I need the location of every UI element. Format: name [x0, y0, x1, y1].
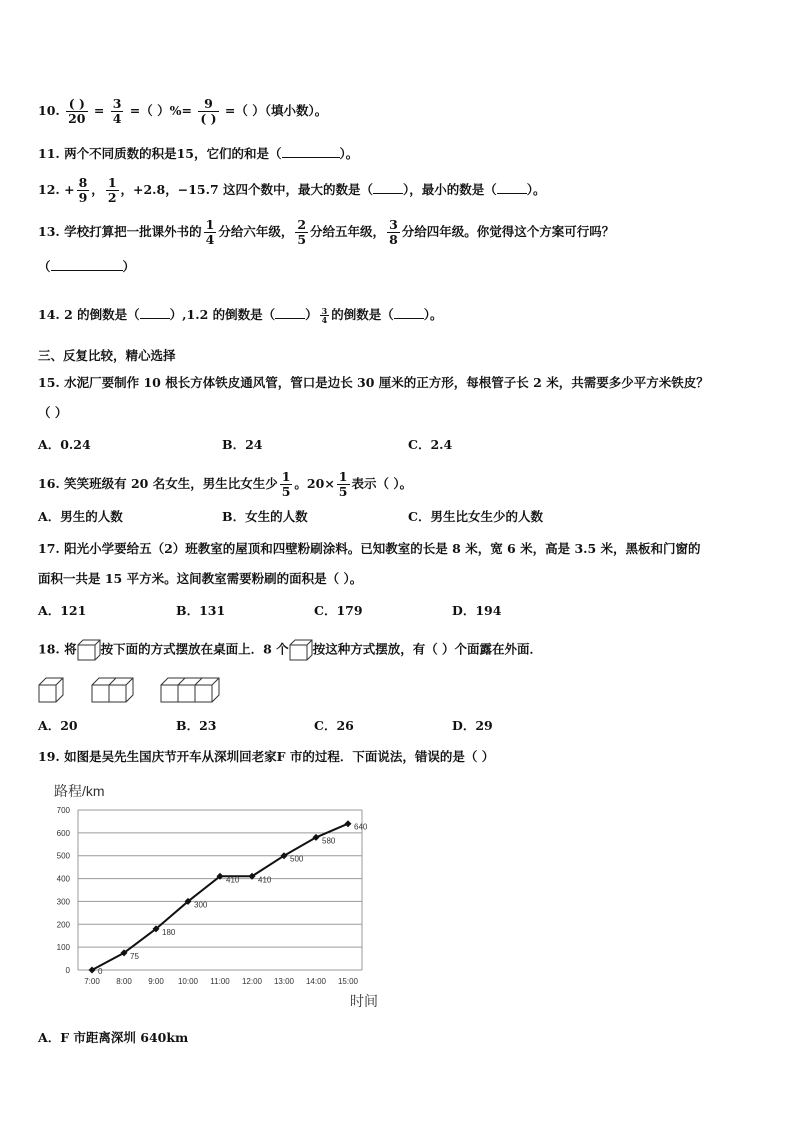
option-c[interactable]: C．179	[314, 603, 363, 618]
x-axis-label: 时间	[350, 993, 378, 1009]
chart-svg	[50, 780, 400, 1015]
option-b[interactable]: B．女生的人数	[222, 509, 308, 524]
fraction-numerator: 8	[78, 175, 88, 190]
question-text-end: ）。	[339, 146, 359, 161]
question-text: 笑笑班级有 20 名女生，男生比女生少	[64, 476, 278, 491]
question-number: 18.	[38, 641, 60, 657]
fraction-denominator: 4	[321, 315, 328, 325]
option-c[interactable]: C．男生比女生少的人数	[408, 509, 543, 524]
question-text: 2 的倒数是（	[64, 307, 140, 322]
data-label: 410	[258, 875, 272, 885]
fraction-numerator: 1	[205, 217, 215, 232]
question-number: 12.	[38, 182, 60, 197]
cube-icon	[289, 639, 313, 661]
distance-time-chart	[50, 780, 400, 1015]
question-text: 如图是吴先生国庆节开车从深圳回老家F 市的过程．下面说法，错误的是（ ）	[64, 749, 495, 764]
answer-blank[interactable]	[282, 157, 340, 158]
question-text: ）	[305, 307, 318, 322]
answer-blank-2[interactable]	[275, 318, 305, 319]
x-tick-label: 9:00	[148, 977, 164, 986]
question-number: 10.	[38, 103, 60, 118]
fraction-1-5-b	[337, 470, 350, 499]
data-label: 0	[98, 967, 103, 976]
question-number: 19.	[38, 749, 60, 764]
option-b[interactable]: B．24	[222, 437, 263, 452]
question-15-paren: （ ）	[38, 405, 68, 420]
fraction-2	[111, 97, 124, 126]
fraction-1-5	[280, 470, 293, 499]
fraction-denominator: 2	[107, 190, 117, 205]
question-number: 16.	[38, 476, 60, 491]
y-axis-label: 路程/km	[54, 783, 105, 799]
data-label: 180	[162, 927, 176, 937]
question-12	[38, 176, 546, 205]
option-a[interactable]: A．0.24	[38, 437, 91, 452]
fraction-1	[66, 97, 87, 126]
answer-blank-min[interactable]	[497, 193, 527, 194]
question-number: 14.	[38, 307, 60, 322]
fraction-denominator: 4	[112, 111, 122, 126]
y-tick-label: 200	[56, 920, 70, 930]
option-a[interactable]: A．20	[38, 718, 78, 733]
option-d[interactable]: D．29	[452, 718, 493, 733]
question-text: ，+2.8，−15.7 这四个数中，最大的数是（	[120, 182, 374, 197]
x-tick-label: 8:00	[116, 977, 132, 986]
question-text: 。20×	[294, 476, 335, 491]
y-tick-label: 600	[56, 828, 70, 838]
fraction-denominator: 5	[281, 484, 291, 499]
question-text: 学校打算把一批课外书的	[64, 224, 202, 239]
question-text: 的倒数是（	[331, 307, 394, 322]
question-19	[38, 748, 494, 766]
question-number: 17.	[38, 541, 60, 556]
question-text: 按下面的方式摆放在桌面上．8 个	[100, 641, 289, 657]
question-number: 11.	[38, 146, 60, 161]
question-11	[38, 145, 358, 163]
question-13	[38, 218, 614, 247]
question-number: 13.	[38, 224, 60, 239]
paren-close: ）	[122, 259, 136, 274]
question-text: 表示（ ）。	[351, 476, 413, 491]
option-c[interactable]: C．2.4	[408, 437, 453, 452]
x-tick-label: 7:00	[84, 977, 100, 986]
cube-icon	[77, 639, 101, 661]
equals-sign: =	[93, 103, 105, 118]
x-tick-label: 11:00	[210, 977, 230, 986]
option-a[interactable]: A．F 市距离深圳 640km	[38, 1030, 189, 1045]
fraction-denominator: 20	[68, 111, 86, 126]
fraction-denominator: ( )	[200, 111, 217, 126]
question-10	[38, 97, 327, 126]
fraction-denominator: 5	[338, 484, 348, 499]
plus-sign: +	[64, 182, 75, 197]
fraction-numerator: 9	[198, 97, 218, 112]
question-text: ）,1.2 的倒数是（	[169, 307, 276, 322]
answer-blank-1[interactable]	[140, 318, 170, 319]
cube-arrangements	[38, 676, 228, 704]
answer-blank-max[interactable]	[373, 193, 403, 194]
fraction-2-5	[295, 218, 308, 247]
fraction-1-2	[106, 176, 119, 205]
x-tick-label: 14:00	[305, 977, 327, 986]
data-point	[345, 820, 352, 827]
fraction-denominator: 4	[205, 232, 215, 247]
question-text: ），最小的数是（	[403, 182, 497, 197]
question-text-end: ）。	[526, 182, 546, 197]
fraction-3-4	[320, 307, 330, 324]
data-label: 410	[226, 875, 240, 885]
x-tick-label: 15:00	[337, 977, 359, 986]
data-label: 300	[194, 900, 208, 910]
fraction-numerator: 3	[389, 217, 398, 232]
option-c[interactable]: C．26	[314, 718, 354, 733]
question-text: 阳光小学要给五（2）班教室的屋顶和四壁粉刷涂料。已知教室的长是 8 米，宽 6 米，高是 3.5 米，黑板和门窗的	[64, 541, 701, 556]
option-a[interactable]: A．男生的人数	[38, 509, 123, 524]
y-tick-label: 100	[56, 943, 70, 953]
data-label: 640	[354, 822, 368, 832]
y-tick-label: 300	[56, 897, 70, 907]
fraction-numerator: 1	[281, 469, 291, 484]
question-16	[38, 470, 412, 499]
question-17-line2: 面积一共是 15 平方米。这间教室需要粉刷的面积是（ ）。	[38, 571, 363, 586]
data-label: 580	[322, 836, 336, 846]
y-tick-label: 400	[56, 874, 70, 884]
data-label: 75	[130, 951, 139, 961]
question-13-answer	[38, 258, 135, 276]
option-d[interactable]: D．194	[452, 603, 502, 618]
fraction-numerator: 3	[112, 96, 122, 111]
fraction-numerator: 1	[338, 469, 348, 484]
question-18	[38, 639, 542, 661]
fraction-numerator: ( )	[66, 97, 87, 112]
section-title: 三、反复比较，精心选择	[38, 348, 176, 363]
x-tick-label: 13:00	[273, 977, 295, 986]
question-text: 分给五年级，	[310, 224, 386, 239]
decimal-blank: =（ ）（填小数）。	[224, 103, 328, 118]
question-text-end: ）。	[423, 307, 443, 322]
comma: ，	[91, 182, 104, 197]
data-label: 500	[290, 854, 304, 864]
question-number: 15.	[38, 375, 60, 390]
answer-blank[interactable]	[51, 270, 123, 271]
fraction-numerator: 1	[107, 175, 117, 190]
question-text: 两个不同质数的积是15，它们的和是（	[64, 146, 282, 161]
fraction-denominator: 5	[297, 232, 307, 247]
fraction-denominator: 9	[78, 190, 88, 205]
question-15	[38, 374, 709, 392]
option-b[interactable]: B．131	[176, 603, 226, 618]
paren-open: （	[38, 259, 51, 274]
cube-row-figure	[38, 676, 228, 704]
option-a[interactable]: A．121	[38, 603, 87, 618]
fraction-numerator: 3	[321, 306, 328, 316]
fraction-8-9	[77, 176, 90, 205]
percent-blank: =（ ）%=	[129, 103, 192, 118]
data-point	[89, 967, 96, 974]
series-line	[92, 824, 348, 970]
x-tick-label: 10:00	[177, 977, 199, 986]
question-text: 将	[64, 641, 77, 657]
option-b[interactable]: B．23	[176, 718, 217, 733]
question-text: 水泥厂要制作 10 根长方体铁皮通风管，管口是边长 30 厘米的正方形，每根管子长 2 米，共需要多少平方米铁皮？	[64, 375, 709, 390]
y-tick-label: 500	[56, 851, 70, 861]
fraction-3-8	[387, 218, 400, 247]
question-text: 按这种方式摆放，有（ ）个面露在外面．	[312, 641, 543, 657]
fraction-numerator: 2	[297, 217, 307, 232]
fraction-3	[198, 97, 218, 126]
answer-blank-3[interactable]	[394, 318, 424, 319]
y-tick-label: 700	[56, 806, 70, 815]
fraction-denominator: 8	[389, 232, 398, 247]
x-tick-label: 12:00	[241, 977, 263, 986]
question-text: 分给四年级。你觉得这个方案可行吗？	[401, 224, 615, 239]
question-17	[38, 540, 701, 558]
y-tick-label: 0	[65, 966, 70, 975]
question-text: 分给六年级，	[218, 224, 294, 239]
fraction-1-4	[204, 218, 217, 247]
question-14	[38, 306, 443, 324]
